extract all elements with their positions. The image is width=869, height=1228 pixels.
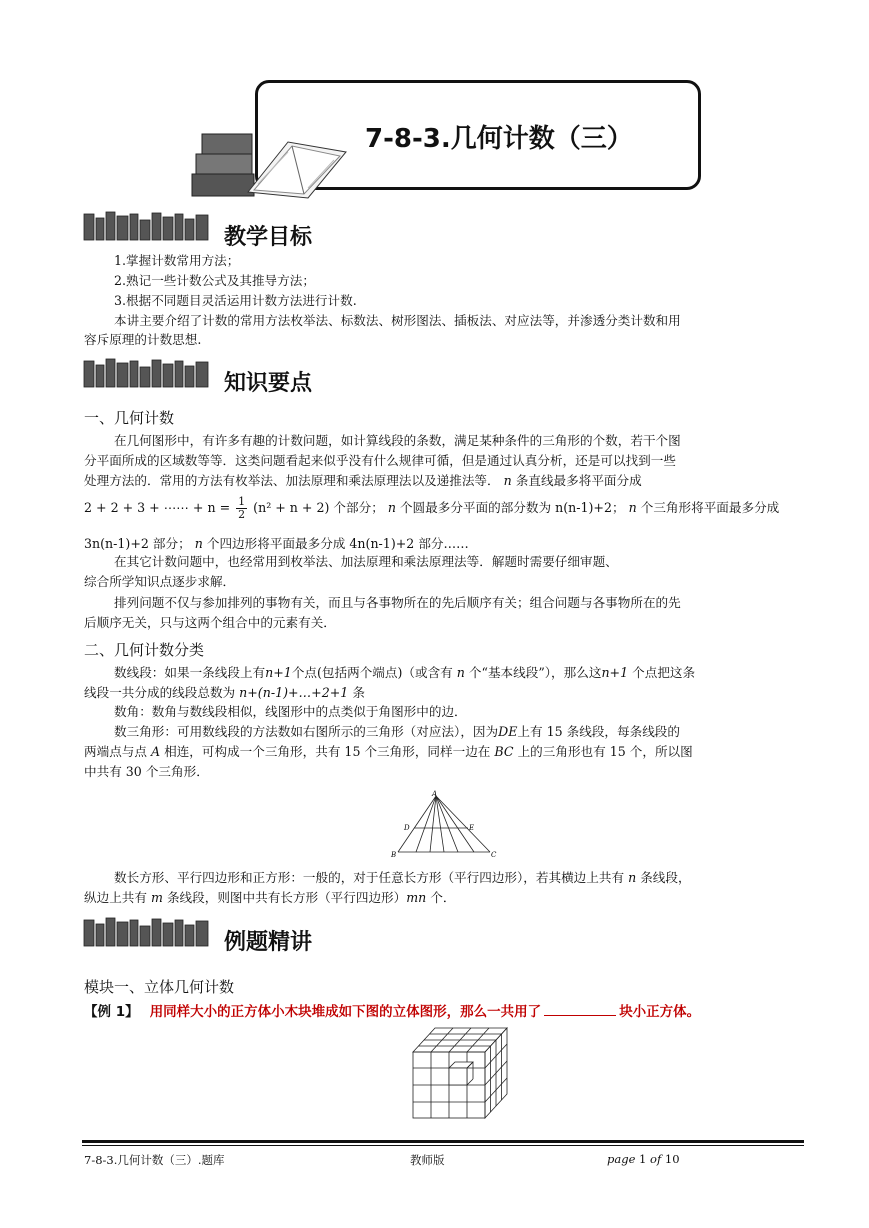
section-banner-icon (82, 208, 212, 242)
footer-left: 7-8-3.几何计数（三）.题库 (84, 1153, 225, 1167)
page-prefix: page (607, 1152, 636, 1166)
page-title: 7-8-3.几何计数（三） (365, 124, 633, 154)
seg-2c: 条 (352, 685, 365, 700)
var-n: n (194, 536, 203, 551)
tri-2b: A (150, 744, 161, 759)
answer-blank[interactable] (544, 1001, 616, 1016)
seg-1e: 个“基本线段”），那么这 (468, 665, 602, 680)
books-icon (188, 122, 348, 200)
goal-item-2: 2.熟记一些计数公式及其推导方法； (114, 273, 315, 288)
triangle-line1 (114, 723, 680, 741)
page-of: of (650, 1152, 662, 1166)
rectangle-line1 (114, 869, 691, 887)
seg-2b: n+(n-1)+…+2+1 (239, 685, 349, 700)
section-title-goals: 教学目标 (224, 225, 313, 250)
rect-2a: 纵边上共有 (84, 890, 147, 905)
var-n: n (387, 500, 396, 515)
var-n: n (628, 500, 637, 515)
footer-center: 教师版 (410, 1153, 445, 1167)
seg-1f: n+1 (601, 665, 629, 680)
subheading-counting-categories: 二、几何计数分类 (84, 641, 205, 659)
label-e: E (469, 824, 475, 832)
page-total: 10 (664, 1152, 680, 1166)
seg-1b: n+1 (265, 665, 292, 680)
goal-item-3: 3.根据不同题目灵活运用计数方法进行计数. (114, 293, 357, 308)
rect-2b: m (150, 890, 163, 905)
knowledge-p3-line1: 排列问题不仅与参加排列的事物有关，而且与各事物所在的先后顺序有关；组合问题与各事物所在的先 (114, 595, 681, 610)
tri-1b: DE (498, 724, 518, 739)
seg-2a: 线段一共分成的线段总数为 (84, 685, 236, 700)
example-1-text-b: 块小正方体。 (619, 1004, 701, 1020)
section-banner-icon (82, 355, 212, 389)
rect-1c: 条线段， (640, 870, 691, 885)
knowledge-p1-line1: 在几何图形中，有许多有趣的计数问题，如计算线段的条数，满足某种条件的三角形的个数，若干个图 (114, 433, 681, 448)
p1-line3-text: 处理方法的．常用的方法有枚举法、加法原理和乘法原理法以及递推法等． (84, 473, 500, 488)
seg-1c: 个点(包括两个端点)（或含有 (291, 665, 453, 680)
p1-line4a: 个部分； (333, 500, 384, 515)
tri-2d: BC (494, 744, 514, 759)
module-heading: 模块一、立体几何计数 (84, 978, 235, 996)
goal-paragraph-line2: 容斥原理的计数思想. (84, 332, 202, 347)
triangle-fan-diagram (390, 790, 500, 860)
knowledge-p1-line3 (84, 472, 642, 490)
formula-right: (n² + n + 2) (253, 500, 330, 515)
p1-line5b: 部分； (152, 536, 191, 551)
section-title-knowledge: 知识要点 (224, 371, 313, 396)
formula-left: 2 + 2 + 3 + ⋯⋯ + n = (84, 500, 231, 515)
angle-line: 数角：数角与数线段相似，线图形中的点类似于角图形中的边． (114, 704, 467, 719)
triangle-line2 (84, 743, 693, 761)
frac-den: 2 (238, 508, 246, 521)
label-c: C (491, 851, 497, 859)
label-a: A (432, 790, 438, 798)
tri-1c: 上有 15 条线段，每条线段的 (517, 724, 680, 739)
example-1-text-a: 用同样大小的正方体小木块堆成如下图的立体图形，那么一共用了 (149, 1004, 542, 1020)
p1-line4c: n(n-1)+2； (555, 500, 625, 515)
rect-2c: 条线段，则图中共有长方形（平行四边形） (166, 890, 407, 905)
section-banner-icon (82, 914, 212, 948)
knowledge-p1-line5 (84, 535, 469, 553)
knowledge-p2-line1: 在其它计数问题中，也经常用到枚举法、加法原理和乘法原理法等．解题时需要仔细审题、 (114, 554, 618, 569)
frac-num: 1 (238, 495, 246, 508)
goal-paragraph-line1: 本讲主要介绍了计数的常用方法枚举法、标数法、树形图法、插板法、对应法等，并渗透分类计数和用 (114, 313, 681, 328)
footer-rule-thick (82, 1140, 804, 1143)
knowledge-p3-line2: 后顺序无关，只与这两个组合中的元素有关． (84, 615, 336, 630)
rect-2d: mn (406, 890, 427, 905)
seg-1a: 数线段：如果一条线段上有 (114, 665, 266, 680)
p1-line4b: 个圆最多分平面的部分数为 (399, 500, 552, 515)
goal-item-1: 1.掌握计数常用方法； (114, 253, 240, 268)
triangle-line3: 中共有 30 个三角形． (84, 764, 209, 779)
segment-line1 (114, 664, 695, 682)
p1-line5a: 3n(n-1)+2 (84, 536, 149, 551)
p1-line5e: 部分…… (418, 536, 469, 551)
segment-line2 (84, 684, 365, 702)
page-number: 1 (639, 1152, 647, 1166)
label-d: D (404, 824, 410, 832)
seg-1g: 个点把这条 (632, 665, 696, 680)
tri-2a: 两端点与点 (84, 744, 147, 759)
rect-1a: 数长方形、平行四边形和正方形：一般的，对于任意长方形（平行四边形），若其横边上共有 (114, 870, 625, 885)
footer-rule-thin (82, 1145, 804, 1146)
rect-1b: n (628, 870, 637, 885)
seg-1d: n (456, 665, 465, 680)
knowledge-formula-line (84, 496, 779, 521)
footer-page-indicator (607, 1152, 680, 1166)
p1-line5d: 4n(n-1)+2 (349, 536, 415, 551)
knowledge-p2-line2: 综合所学知识点逐步求解． (84, 574, 236, 589)
example-1 (84, 1000, 700, 1020)
knowledge-p1-line2: 分平面所成的区域数等等．这类问题看起来似乎没有什么规律可循，但是通过认真分析，还是可以找到一些 (84, 453, 676, 468)
p1-line5c: 个四边形将平面最多分成 (206, 536, 346, 551)
subheading-geometry-counting: 一、几何计数 (84, 409, 175, 427)
section-title-examples: 例题精讲 (224, 930, 313, 955)
tri-2e: 上的三角形也有 15 个，所以图 (517, 744, 693, 759)
tri-1a: 数三角形：可用数线段的方法数如右图所示的三角形（对应法），因为 (114, 724, 499, 739)
p1-line4d: 个三角形将平面最多分成 (640, 500, 780, 515)
tri-2c: 相连，可构成一个三角形，共有 15 个三角形，同样一边在 (164, 744, 491, 759)
p1-line3b-text: 条直线最多将平面分成 (515, 473, 642, 488)
rectangle-line2 (84, 889, 456, 907)
rect-2e: 个． (430, 890, 456, 905)
var-n: n (503, 473, 512, 488)
example-1-label: 【例 1】 (84, 1004, 139, 1020)
label-b: B (391, 851, 397, 859)
fraction-one-half (236, 496, 247, 521)
cube-stack-diagram (405, 1022, 515, 1122)
